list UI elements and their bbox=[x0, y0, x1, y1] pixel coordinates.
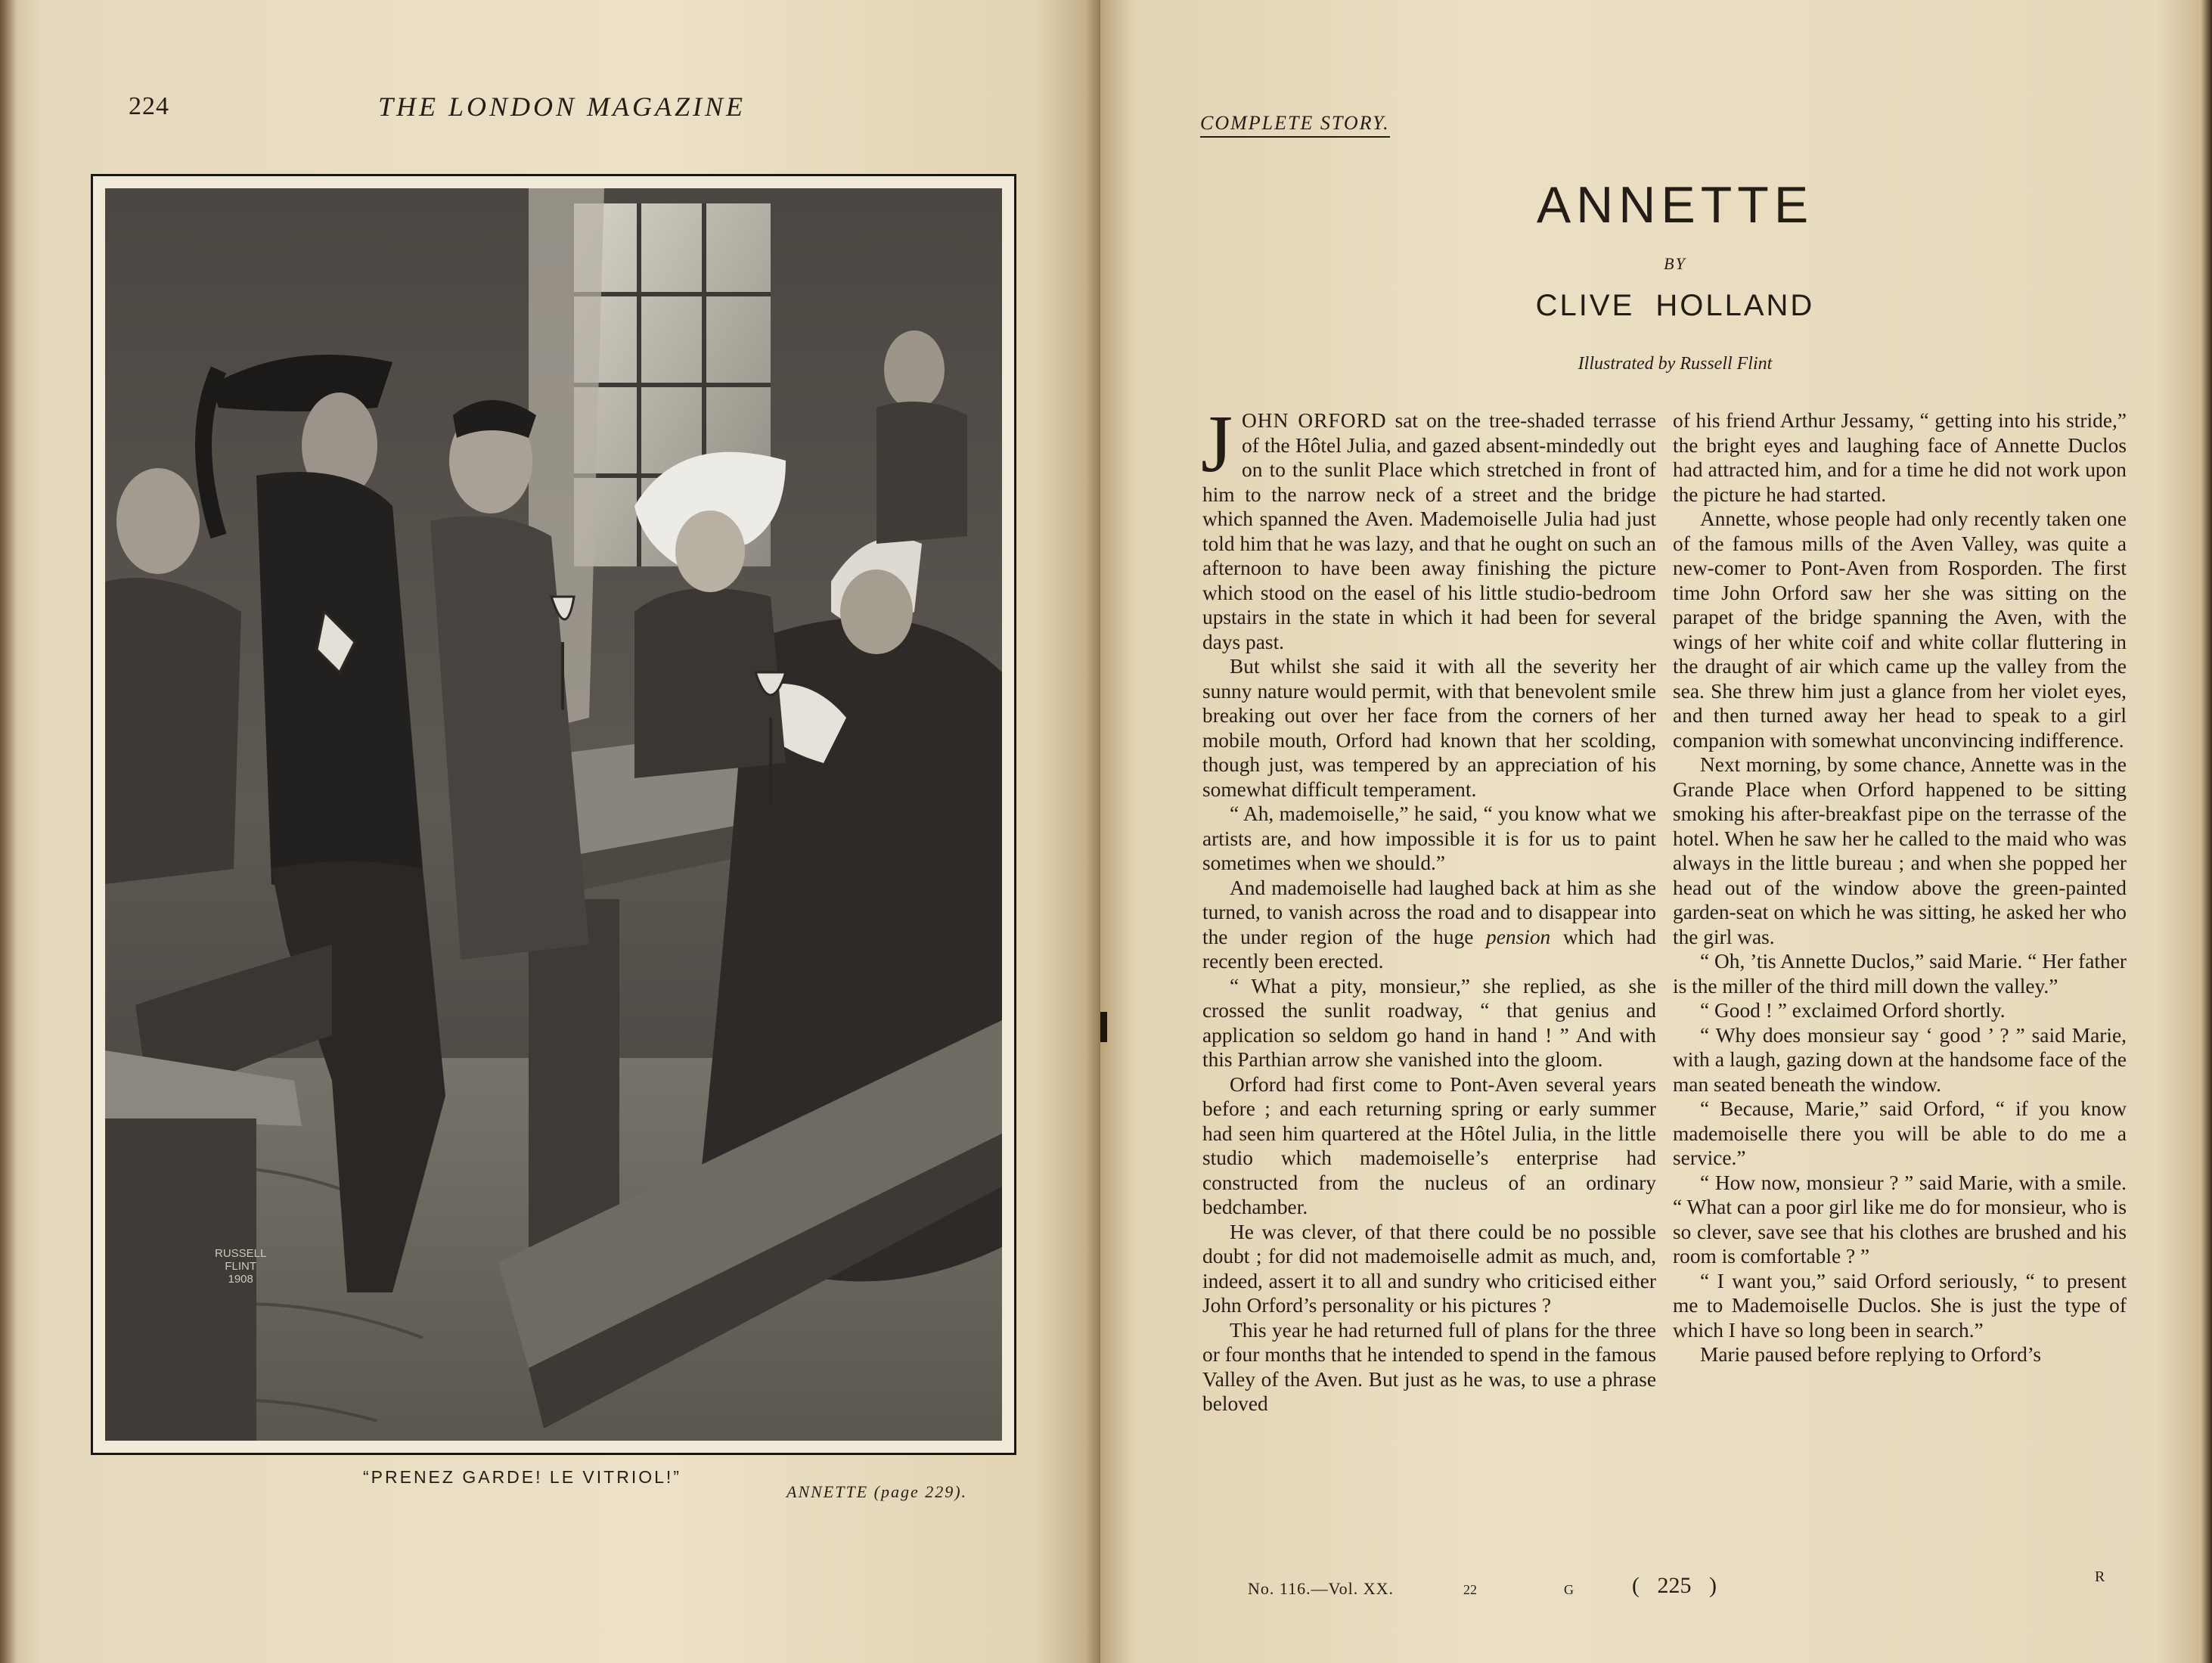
paragraph: Orford had first come to Pont-Aven several years before ; and each returning spring or early summer had seen him quartered at the Hôtel Julia, in the little studio which mademoiselle’s enterprise had constructed from the nucleus of an ordinary bedchamber. bbox=[1202, 1072, 1656, 1218]
page-marker bbox=[1100, 1012, 1107, 1042]
paragraph: “ Because, Marie,” said Orford, “ if you know mademoiselle there you will be able to do me a service.” bbox=[1673, 1097, 2127, 1169]
text-column-left bbox=[1201, 399, 1656, 1416]
left-page-number: 224 bbox=[129, 92, 169, 120]
opening-words: OHN ORFORD bbox=[1242, 409, 1387, 432]
footer-signature-mark: 22 bbox=[1463, 1582, 1477, 1597]
artist-signature-line: FLINT bbox=[225, 1260, 257, 1273]
artist-signature bbox=[215, 1247, 266, 1286]
paragraph: He was clever, of that there could be no possible doubt ; for did not mademoiselle admit as much, and, indeed, assert it to all and sundry who criticised either John Orford’s personality or his pictures ? bbox=[1202, 1220, 1656, 1317]
section-label: COMPLETE STORY. bbox=[1200, 112, 1390, 138]
paragraph: Marie paused before replying to Orford’s bbox=[1700, 1343, 2042, 1366]
paragraph: “ I want you,” said Orford seriously, “ to present me to Mademoiselle Duclos. She is just the type of which I have so long been in search.” bbox=[1673, 1269, 2127, 1342]
drop-cap: J bbox=[1201, 399, 1233, 489]
byline-by: BY bbox=[1664, 254, 1686, 273]
text-column-right bbox=[1673, 408, 2127, 1367]
paragraph-text: which had recently been erected. bbox=[1202, 925, 1656, 973]
paragraph-text: sat on the tree-shaded terrasse of the Hôtel Julia, and gazed absent-mindedly out on to the sunlit Place which stretched in front of him to the narrow neck of a street and the bridge which spanned the Aven. Mademoiselle Julia had just told him that he was lazy, and that he ought on such an afternoon to have been away finishing the picture which stood on the easel of his little studio-bedroom upstairs in the state in which it had been for several days past. bbox=[1202, 409, 1656, 653]
right-page-number: ( 225 ) bbox=[1632, 1573, 1717, 1598]
illustrator-credit: Illustrated by Russell Flint bbox=[1578, 354, 1773, 374]
italic-word: pension bbox=[1486, 925, 1551, 948]
paragraph-text: And mademoiselle had laughed back at him as she turned, to vanish across the road and to disappear into the under region of the huge bbox=[1202, 876, 1656, 948]
paragraph: But whilst she said it with all the severity her sunny nature would permit, with that benevolent smile breaking out over her face from the corners of her mobile mouth, Orford had known that her scolding, though just, was tempered by an appreciation of his somewhat difficult temperament. bbox=[1202, 655, 1656, 801]
book-edge-shadow bbox=[0, 0, 17, 1663]
paragraph: “ Ah, mademoiselle,” he said, “ you know what we artists are, and how impossible it is for us to paint sometimes when we should.” bbox=[1202, 802, 1656, 874]
footer-signature-mark: G bbox=[1564, 1582, 1574, 1597]
tavern-illustration bbox=[105, 188, 1002, 1441]
author-name: CLIVE HOLLAND bbox=[1535, 289, 1815, 322]
paragraph: of his friend Arthur Jessamy, “ getting into his stride,” the bright eyes and laughing face of Annette Duclos had attracted him, and for a time he did not work upon the picture he had started. bbox=[1673, 409, 2127, 506]
caption-page-reference: ANNETTE (page 229). bbox=[786, 1482, 968, 1501]
paragraph: “ How now, monsieur ? ” said Marie, with a smile. “ What can a poor girl like me do for monsieur, who is so clever, save see that his clothes are brushed and his room is comfortable ? ” bbox=[1673, 1171, 2127, 1267]
running-head: THE LONDON MAGAZINE bbox=[378, 92, 746, 122]
footer-signature-mark: R bbox=[2095, 1568, 2105, 1585]
paragraph bbox=[1201, 399, 1656, 654]
paragraph: “ What a pity, monsieur,” she replied, as she crossed the sunlit roadway, “ that genius and application so seldom go hand in hand ! ” And with this Parthian arrow she vanished into the gloom. bbox=[1202, 974, 1656, 1071]
paragraph: Annette, whose people had only recently taken one of the famous mills of the Aven Valley, was quite a new-comer to Pont-Aven from Rosporden. The first time John Orford saw her she was sitting on the parapet of the bridge spanning the Aven, with the wings of her white coif and white collar fluttering in the draught of air which came up the valley from the sea. She threw him just a glance from her violet eyes, and then turned away her head to speak to a girl companion with somewhat unconvincing indifference. bbox=[1673, 507, 2127, 752]
paragraph: “ Oh, ’tis Annette Duclos,” said Marie. “ Her father is the miller of the third mill down the valley.” bbox=[1673, 950, 2127, 997]
illustration-caption: “PRENEZ GARDE! LE VITRIOL!” bbox=[363, 1467, 681, 1487]
footer-issue-number: No. 116.—Vol. XX. bbox=[1248, 1579, 1395, 1598]
paragraph bbox=[1202, 876, 1656, 974]
left-page bbox=[0, 0, 1100, 1663]
artist-signature-line: 1908 bbox=[228, 1273, 253, 1286]
paragraph: “ Good ! ” exclaimed Orford shortly. bbox=[1700, 999, 2006, 1022]
paragraph: Next morning, by some chance, Annette was in the Grande Place when Orford happened to be sitting smoking his after-breakfast pipe on the terrasse of the hotel. When he saw her he called to the maid who was always in the little bureau ; and when she popped her head out of the window above the green-painted garden-seat on which he was sitting, he asked her who the girl was. bbox=[1673, 753, 2127, 948]
paragraph: “ Why does monsieur say ‘ good ’ ? ” said Marie, with a laugh, gazing down at the handsome face of the man seated beneath the window. bbox=[1673, 1023, 2127, 1096]
artist-signature-line: RUSSELL bbox=[215, 1247, 267, 1260]
illustration-frame bbox=[91, 174, 1016, 1455]
paragraph: This year he had returned full of plans for the three or four months that he intended to spend in the famous Valley of the Aven. But just as he was, to use a phrase beloved bbox=[1202, 1318, 1656, 1415]
story-title: ANNETTE bbox=[1536, 176, 1814, 234]
